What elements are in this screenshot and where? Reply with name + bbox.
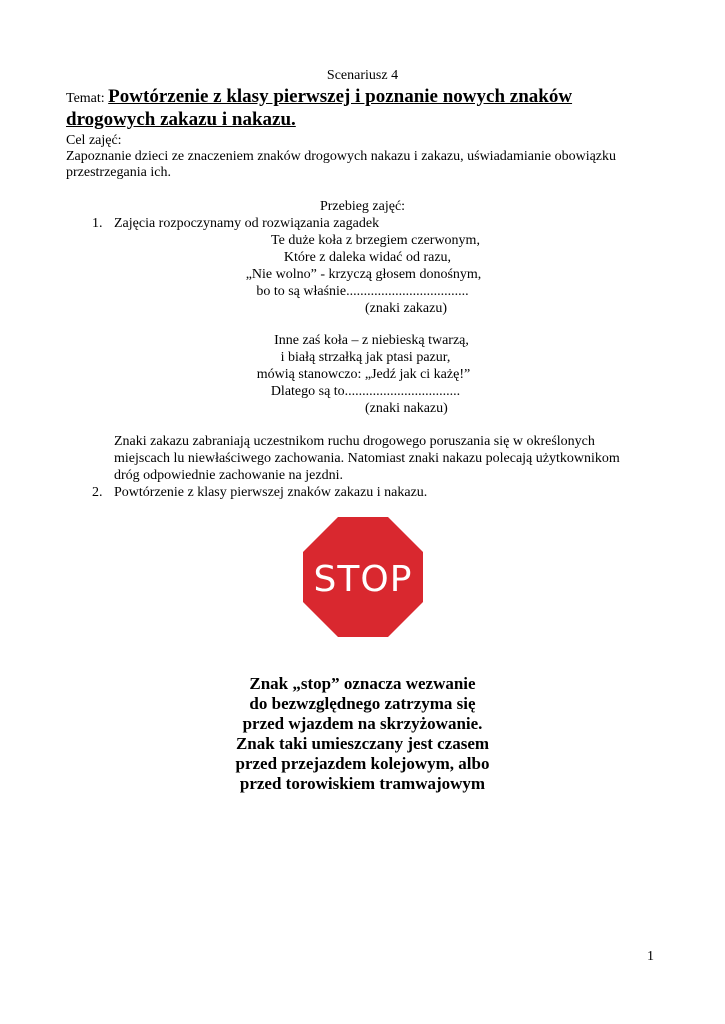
stop-sign-icon <box>302 516 424 638</box>
caption-line5: przed przejazdem kolejowym, albo <box>235 754 490 773</box>
topic-line <box>66 86 572 110</box>
goal-text-line2: przestrzegania ich. <box>66 165 171 180</box>
caption-line2: do bezwzględnego zatrzyma się <box>249 694 476 713</box>
riddle2-answer: (znaki nakazu) <box>365 401 448 416</box>
page-number: 1 <box>647 949 654 964</box>
riddle1-line3: „Nie wolno” - krzyczą głosem donośnym, <box>245 267 482 282</box>
riddle2-line2: i białą strzałką jak ptasi pazur, <box>280 350 451 365</box>
document-header: Scenariusz 4 <box>326 68 399 83</box>
list-number-1: 1. <box>92 216 103 231</box>
list-item-2: Powtórzenie z klasy pierwszej znaków zakazu i nakazu. <box>114 485 428 500</box>
explanation-line1: Znaki zakazu zabraniają uczestnikom ruchu drogowego poruszania się w określonych <box>114 434 595 449</box>
course-heading: Przebieg zajęć: <box>319 199 406 214</box>
caption-line3: przed wjazdem na skrzyżowanie. <box>242 714 483 733</box>
topic-line-2 <box>66 109 296 133</box>
riddle1-line2: Które z daleka widać od razu, <box>283 250 452 265</box>
list-number-2: 2. <box>92 485 103 500</box>
explanation-line2: miejscach lu niewłaściwego zachowania. Natomiast znaki nakazu polecają użytkownikom <box>114 451 620 466</box>
goal-text-line1: Zapoznanie dzieci ze znaczeniem znaków drogowych nakazu i zakazu, uświadamianie obowiązku <box>66 149 617 164</box>
riddle1-line1: Te duże koła z brzegiem czerwonym, <box>271 233 480 248</box>
riddle2-line1: Inne zaś koła – z niebieską twarzą, <box>274 333 469 348</box>
riddle1-answer: (znaki zakazu) <box>365 301 447 316</box>
topic-title-line2: drogowych zakazu i nakazu. <box>66 109 296 130</box>
riddle2-line3: mówią stanowczo: „Jedź jak ci każę!” <box>256 367 471 382</box>
topic-label: Temat: <box>66 91 105 106</box>
stop-sign-text: STOP <box>313 559 413 600</box>
riddle1-line4: bo to są właśnie................................... <box>256 284 469 299</box>
list-item-1: Zajęcia rozpoczynamy od rozwiązania zagadek <box>114 216 380 231</box>
goal-label: Cel zajęć: <box>66 133 122 148</box>
explanation-line3: dróg odpowiednie zachowanie na jezdni. <box>114 468 343 483</box>
caption-line6: przed torowiskiem tramwajowym <box>239 774 486 793</box>
caption-line4: Znak taki umieszczany jest czasem <box>235 734 490 753</box>
caption-line1: Znak „stop” oznacza wezwanie <box>249 674 476 693</box>
stop-sign-graphic <box>302 516 424 638</box>
riddle2-line4: Dlatego są to................................. <box>270 384 461 399</box>
topic-title-line1: Powtórzenie z klasy pierwszej i poznanie nowych znaków <box>108 86 573 107</box>
